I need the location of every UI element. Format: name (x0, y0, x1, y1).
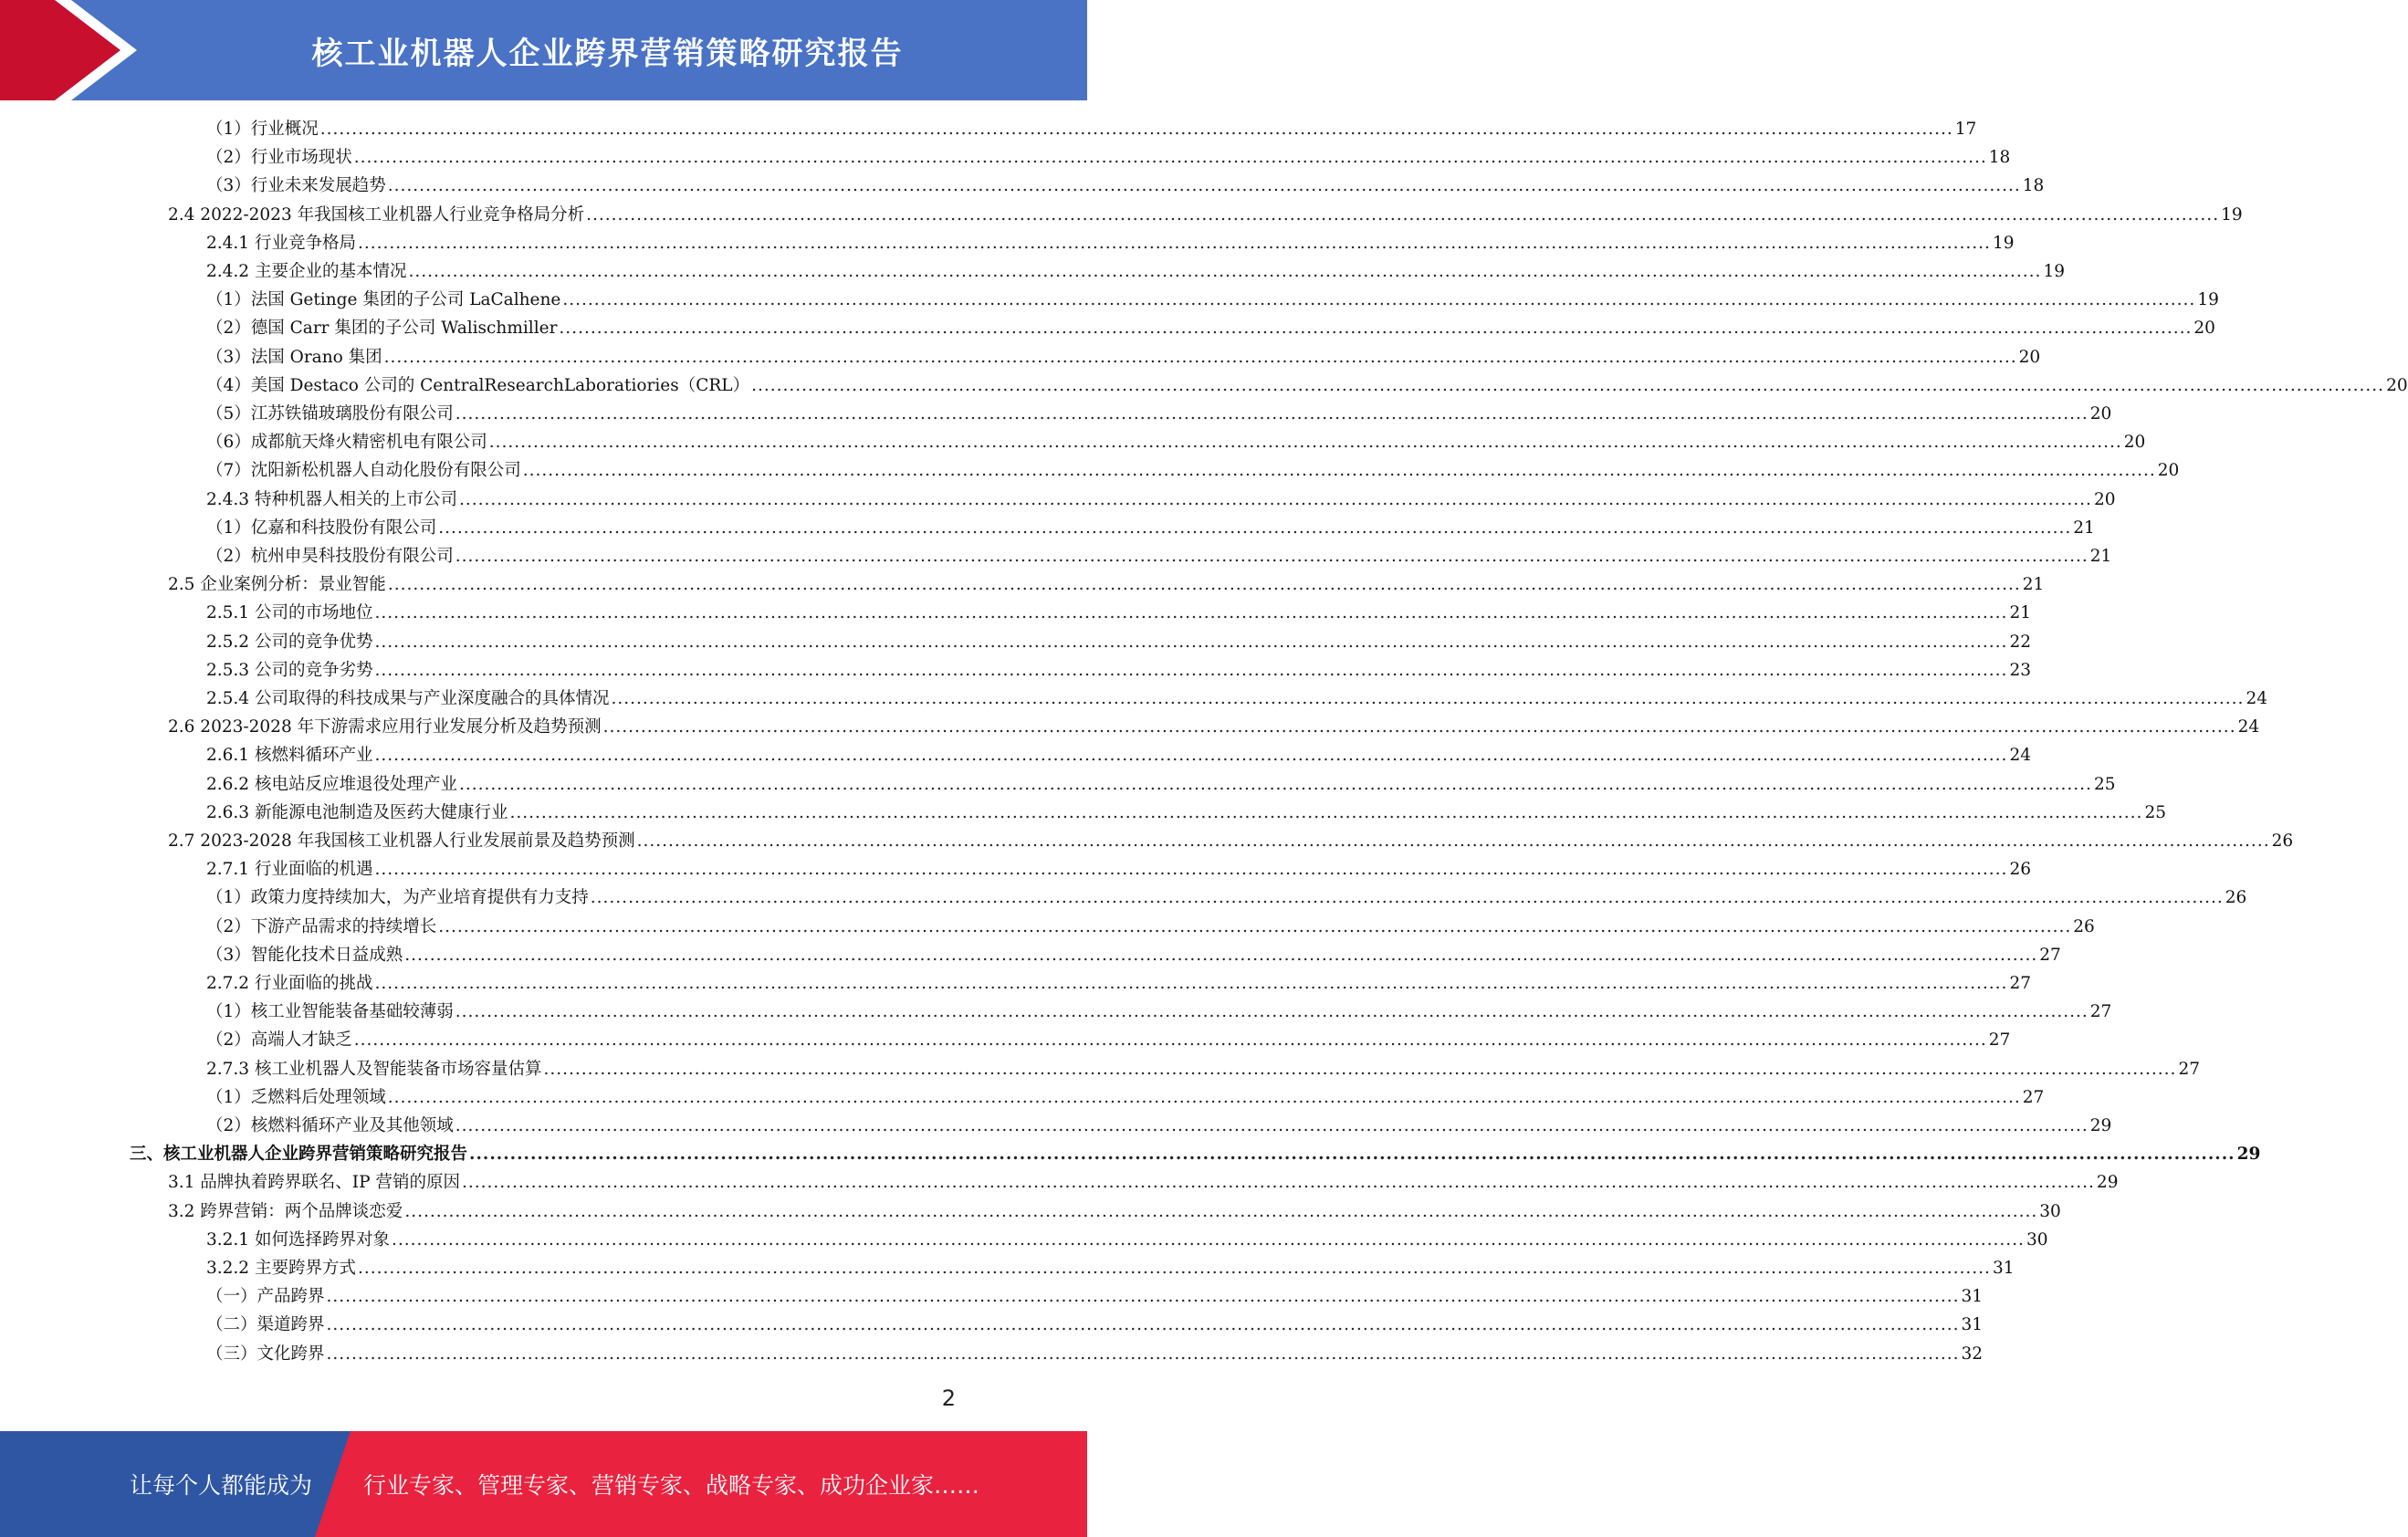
toc-entry-page: 30 (2026, 1229, 2048, 1249)
toc-dot-leader: .................................................................................................................................................................................................................................................................... (602, 717, 2236, 737)
toc-entry-page: 21 (2073, 518, 2095, 538)
toc-entry-page: 25 (2144, 802, 2166, 822)
toc-entry-label: （7）沈阳新松机器人自动化股份有限公司 (206, 461, 521, 481)
toc-dot-leader: .................................................................................................................................................................................................................................................................... (455, 1116, 2089, 1135)
toc-dot-leader: .................................................................................................................................................................................................................................................................... (488, 433, 2122, 453)
toc-dot-leader: .................................................................................................................................................................................................................................................................... (374, 632, 2008, 652)
toc-entry-page: 20 (2123, 433, 2146, 453)
toc-dot-leader: .................................................................................................................................................................................................................................................................... (404, 945, 2038, 965)
toc-entry-page: 27 (2009, 974, 2031, 993)
toc-entry-page: 32 (1961, 1344, 1984, 1364)
toc-dot-leader: .................................................................................................................................................................................................................................................................... (562, 290, 2196, 310)
toc-entry-page: 19 (2221, 204, 2243, 225)
toc-entry[interactable] (206, 599, 2031, 627)
toc-entry[interactable] (206, 1254, 2015, 1282)
toc-dot-leader: .................................................................................................................................................................................................................................................................... (374, 974, 2008, 993)
page-footer (0, 1431, 1087, 1537)
toc-entry-label: （2）高端人才缺乏 (206, 1030, 352, 1051)
toc-dot-leader: .................................................................................................................................................................................................................................................................... (353, 148, 1987, 168)
toc-entry-label: （2）德国 Carr 集团的子公司 Walischmiller (206, 319, 558, 339)
toc-entry-page: 21 (2022, 575, 2045, 595)
toc-entry[interactable] (206, 314, 2215, 342)
toc-dot-leader: .................................................................................................................................................................................................................................................................... (319, 120, 1953, 139)
toc-dot-leader: .................................................................................................................................................................................................................................................................... (455, 404, 2089, 423)
toc-entry-page: 21 (2089, 547, 2112, 566)
toc-entry-label: （2）核燃料循环产业及其他领域 (206, 1116, 454, 1135)
toc-entry[interactable] (168, 570, 2045, 599)
toc-entry-label: （2）杭州申昊科技股份有限公司 (206, 547, 454, 566)
toc-dot-leader: .................................................................................................................................................................................................................................................................... (326, 1315, 1960, 1335)
toc-entry[interactable] (206, 1026, 2011, 1054)
toc-entry-page: 20 (2386, 375, 2408, 395)
toc-dot-leader: .................................................................................................................................................................................................................................................................... (326, 1287, 1960, 1307)
toc-entry[interactable] (206, 998, 2112, 1026)
toc-dot-leader: .................................................................................................................................................................................................................................................................... (374, 860, 2008, 880)
toc-entry-label: 2.7 2023-2028 年我国核工业机器人行业发展前景及趋势预测 (168, 831, 635, 851)
toc-entry-page: 24 (2237, 717, 2260, 737)
toc-entry-page: 25 (2093, 774, 2116, 794)
toc-entry[interactable] (206, 257, 2065, 286)
toc-entry-label: 2.7.1 行业面临的机遇 (206, 860, 373, 880)
toc-entry-label: （1）乏燃料后处理领域 (206, 1087, 386, 1107)
toc-entry[interactable] (206, 115, 1977, 143)
toc-entry[interactable] (206, 799, 2166, 827)
toc-entry[interactable] (206, 628, 2031, 656)
toc-entry-page: 20 (2089, 404, 2112, 423)
toc-entry-page: 24 (2246, 689, 2267, 708)
toc-dot-leader: .................................................................................................................................................................................................................................................................... (509, 802, 2143, 822)
toc-entry-page: 27 (2022, 1087, 2045, 1107)
toc-dot-leader: .................................................................................................................................................................................................................................................................... (408, 262, 2042, 281)
toc-entry[interactable] (206, 1340, 1984, 1368)
page-header (0, 0, 1087, 100)
toc-entry-label: 2.7.2 行业面临的挑战 (206, 974, 373, 993)
toc-dot-leader: .................................................................................................................................................................................................................................................................... (636, 831, 2270, 851)
toc-entry[interactable] (206, 1226, 2048, 1254)
toc-entry-page: 26 (2009, 860, 2031, 880)
toc-dot-leader: .................................................................................................................................................................................................................................................................... (353, 1030, 1987, 1051)
toc-entry[interactable] (168, 201, 2243, 229)
toc-dot-leader: .................................................................................................................................................................................................................................................................... (461, 1173, 2095, 1193)
toc-entry-label: 2.5 企业案例分析：景业智能 (168, 575, 386, 595)
toc-entry-page: 24 (2009, 746, 2031, 766)
toc-entry[interactable] (206, 143, 2011, 172)
toc-entry-label: 3.2 跨界营销：两个品牌谈恋爱 (168, 1201, 403, 1221)
toc-entry-page: 20 (2093, 489, 2116, 509)
toc-entry-page: 29 (2089, 1116, 2112, 1135)
toc-entry-page: 29 (2096, 1173, 2119, 1193)
toc-entry-label: 2.4.3 特种机器人相关的上市公司 (206, 489, 457, 509)
toc-dot-leader: .................................................................................................................................................................................................................................................................... (357, 1259, 1991, 1278)
toc-dot-leader: .................................................................................................................................................................................................................................................................... (590, 888, 2224, 908)
toc-entry[interactable] (130, 1140, 2261, 1168)
toc-entry-page: 18 (1988, 148, 2011, 168)
report-title: 核工业机器人企业跨界营销策略研究报告 (311, 35, 904, 72)
toc-entry-page: 26 (2073, 916, 2095, 936)
toc-entry-label: 2.5.3 公司的竞争劣势 (206, 660, 373, 680)
toc-entry-label: （1）行业概况 (206, 120, 319, 139)
toc-entry[interactable] (206, 656, 2031, 685)
toc-entry-page: 27 (2039, 945, 2061, 965)
toc-entry-label: 2.4.2 主要企业的基本情况 (206, 262, 407, 281)
toc-dot-leader: .................................................................................................................................................................................................................................................................... (387, 176, 2021, 196)
toc-entry-page: 26 (2271, 831, 2294, 851)
toc-entry[interactable] (206, 486, 2116, 514)
toc-entry-label: （二）渠道跨界 (206, 1315, 325, 1335)
toc-entry-page: 27 (1988, 1030, 2011, 1051)
toc-entry[interactable] (168, 827, 2294, 855)
toc-dot-leader: .................................................................................................................................................................................................................................................................... (469, 1145, 2235, 1165)
toc-entry[interactable] (206, 542, 2112, 570)
toc-entry[interactable] (206, 343, 2041, 371)
toc-entry-page: 31 (1961, 1287, 1984, 1307)
toc-entry-label: 3.2.2 主要跨界方式 (206, 1259, 356, 1278)
toc-entry[interactable] (206, 855, 2031, 884)
toc-entry-page: 31 (1992, 1259, 2015, 1278)
toc-entry-label: 3.1 品牌执着跨界联名、IP 营销的原因 (168, 1173, 460, 1193)
toc-entry-label: （6）成都航天烽火精密机电有限公司 (206, 433, 487, 453)
toc-entry-label: （3）法国 Orano 集团 (206, 347, 382, 367)
toc-dot-leader: .................................................................................................................................................................................................................................................................... (387, 1087, 2021, 1107)
toc-entry-label: （三）文化跨界 (206, 1344, 325, 1364)
toc-dot-leader: .................................................................................................................................................................................................................................................................... (404, 1201, 2038, 1221)
toc-dot-leader: .................................................................................................................................................................................................................................................................... (387, 575, 2021, 595)
toc-entry[interactable] (206, 1282, 1984, 1311)
toc-dot-leader: .................................................................................................................................................................................................................................................................... (455, 547, 2089, 566)
toc-entry[interactable] (206, 741, 2031, 769)
toc-entry-label: 2.5.2 公司的竞争优势 (206, 632, 373, 652)
toc-entry-label: （4）美国 Destaco 公司的 CentralResearchLaboratiories（CRL） (206, 375, 750, 395)
toc-entry[interactable] (206, 913, 2095, 941)
page-number: 2 (941, 1385, 956, 1411)
toc-entry[interactable] (206, 1311, 1984, 1339)
toc-entry-label: （1）政策力度持续加大，为产业培育提供有力支持 (206, 888, 589, 908)
toc-dot-leader: .................................................................................................................................................................................................................................................................... (438, 518, 2072, 538)
toc-entry-page: 19 (2043, 262, 2065, 281)
toc-entry[interactable] (206, 1112, 2112, 1140)
footer-slogan-right: 行业专家、管理专家、营销专家、战略专家、成功企业家…… (363, 1472, 980, 1499)
toc-dot-leader: .................................................................................................................................................................................................................................................................... (374, 603, 2008, 623)
toc-entry[interactable] (206, 941, 2061, 969)
toc-entry[interactable] (206, 172, 2045, 200)
toc-entry[interactable] (206, 884, 2247, 912)
header-arrow-icon (0, 0, 146, 100)
toc-entry[interactable] (168, 1197, 2061, 1226)
toc-entry-label: （5）江苏铁锚玻璃股份有限公司 (206, 404, 454, 423)
toc-entry-label: （一）产品跨界 (206, 1287, 325, 1307)
toc-entry-page: 19 (2197, 290, 2219, 310)
toc-dot-leader: .................................................................................................................................................................................................................................................................... (326, 1344, 1960, 1364)
toc-entry-label: 2.6.2 核电站反应堆退役处理产业 (206, 774, 457, 794)
toc-entry-page: 27 (2089, 1002, 2112, 1022)
toc-dot-leader: .................................................................................................................................................................................................................................................................... (611, 689, 2245, 708)
toc-entry[interactable] (206, 969, 2031, 998)
toc-entry-page: 30 (2039, 1201, 2061, 1221)
toc-entry-page: 23 (2009, 660, 2031, 680)
toc-entry[interactable] (206, 1083, 2045, 1112)
toc-entry-label: 2.4 2022-2023 年我国核工业机器人行业竞争格局分析 (168, 204, 585, 225)
toc-entry-label: （3）智能化技术日益成熟 (206, 945, 403, 965)
toc-entry-page: 26 (2225, 888, 2247, 908)
toc-entry[interactable] (206, 286, 2219, 314)
toc-entry-page: 27 (2178, 1059, 2200, 1079)
toc-dot-leader: .................................................................................................................................................................................................................................................................... (438, 916, 2072, 936)
toc-entry[interactable] (206, 371, 2408, 400)
toc-entry-page: 21 (2009, 603, 2031, 623)
toc-entry-page: 22 (2009, 632, 2031, 652)
toc-entry-label: （1）核工业智能装备基础较薄弱 (206, 1002, 454, 1022)
toc-entry-label: 2.5.1 公司的市场地位 (206, 603, 373, 623)
footer-slogan-left: 让每个人都能成为 (130, 1472, 313, 1499)
toc-entry-page: 20 (2193, 319, 2215, 339)
toc-dot-leader: .................................................................................................................................................................................................................................................................... (391, 1229, 2025, 1249)
toc-entry[interactable] (206, 514, 2095, 542)
toc-entry-label: 3.2.1 如何选择跨界对象 (206, 1229, 390, 1249)
toc-entry-page: 17 (1954, 120, 1977, 139)
toc-dot-leader: .................................................................................................................................................................................................................................................................... (751, 375, 2385, 395)
toc-dot-leader: .................................................................................................................................................................................................................................................................... (522, 461, 2156, 481)
toc-entry-page: 29 (2236, 1145, 2261, 1165)
toc-dot-leader: .................................................................................................................................................................................................................................................................... (543, 1059, 2177, 1079)
toc-entry-page: 31 (1961, 1315, 1984, 1335)
toc-dot-leader: .................................................................................................................................................................................................................................................................... (458, 774, 2092, 794)
toc-entry-label: 三、核工业机器人企业跨界营销策略研究报告 (130, 1145, 468, 1165)
toc-entry[interactable] (206, 456, 2180, 485)
toc-entry[interactable] (168, 1168, 2119, 1197)
toc-dot-leader: .................................................................................................................................................................................................................................................................... (383, 347, 2017, 367)
toc-entry-label: （2）下游产品需求的持续增长 (206, 916, 437, 936)
toc-entry[interactable] (206, 685, 2267, 713)
toc-entry[interactable] (206, 400, 2112, 428)
toc-entry-label: （1）法国 Getinge 集团的子公司 LaCalhene (206, 290, 561, 310)
toc-entry-label: 2.7.3 核工业机器人及智能装备市场容量估算 (206, 1059, 542, 1079)
toc-entry-label: （2）行业市场现状 (206, 148, 352, 168)
toc-dot-leader: .................................................................................................................................................................................................................................................................... (559, 319, 2193, 339)
toc-entry-label: （1）亿嘉和科技股份有限公司 (206, 518, 437, 538)
toc-dot-leader: .................................................................................................................................................................................................................................................................... (458, 489, 2092, 509)
toc-entry-page: 20 (2018, 347, 2041, 367)
toc-entry[interactable] (206, 770, 2116, 799)
toc-entry-label: 2.6.1 核燃料循环产业 (206, 746, 373, 766)
toc-entry-page: 18 (2022, 176, 2045, 196)
toc-entry-label: （3）行业未来发展趋势 (206, 176, 386, 196)
toc-dot-leader: .................................................................................................................................................................................................................................................................... (374, 660, 2008, 680)
toc-entry-label: 2.4.1 行业竞争格局 (206, 233, 356, 253)
toc-dot-leader: .................................................................................................................................................................................................................................................................... (586, 204, 2220, 225)
toc-entry-label: 2.6.3 新能源电池制造及医药大健康行业 (206, 802, 508, 822)
toc-entry[interactable] (168, 713, 2260, 741)
toc-dot-leader: .................................................................................................................................................................................................................................................................... (357, 233, 1991, 253)
toc-entry-page: 19 (1992, 233, 2015, 253)
toc-dot-leader: .................................................................................................................................................................................................................................................................... (374, 746, 2008, 766)
toc-entry-label: 2.5.4 公司取得的科技成果与产业深度融合的具体情况 (206, 689, 610, 708)
toc-entry[interactable] (206, 1055, 2200, 1083)
toc-entry[interactable] (206, 229, 2015, 257)
toc-dot-leader: .................................................................................................................................................................................................................................................................... (455, 1002, 2089, 1022)
toc-entry[interactable] (206, 428, 2146, 456)
toc-entry-page: 20 (2157, 461, 2180, 481)
toc-entry-label: 2.6 2023-2028 年下游需求应用行业发展分析及趋势预测 (168, 717, 602, 737)
